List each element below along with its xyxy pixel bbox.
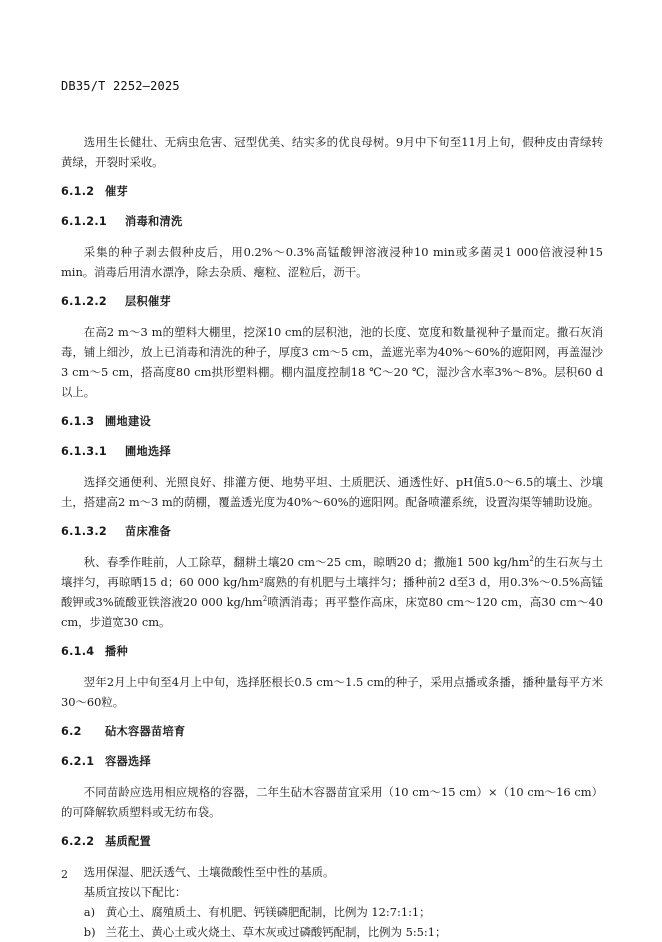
paragraph-6-2-2-ratio-lead: 基质宜按以下配比： — [83, 885, 187, 899]
paragraph-text: 的生石灰与土壤拌匀，再晾晒15 d；60 000 kg/hm²腐熟的有机肥与土壤拌匀；播种前2 d至3 d，用0.3%～0.5%高锰酸钾或3%硫酸亚铁溶液20 000 kg/hm — [61, 555, 603, 609]
heading-title: 基质配置 — [105, 835, 151, 848]
superscript: 2 — [529, 555, 534, 564]
list-item-text: 兰花土、黄心土或火烧土、草木灰或过磷酸钙配制，比例为 5:5:1； — [105, 925, 447, 939]
heading-title: 容器选择 — [105, 755, 151, 768]
heading-6-1-2 — [61, 182, 603, 202]
paragraph-text: 秋、春季作畦前，人工除草，翻耕土壤20 cm～25 cm，晾晒20 d；撒施1 500 kg/hm — [83, 555, 530, 569]
heading-number: 6.1.3.1 — [61, 445, 107, 458]
paragraph-6-1-3-1: 选择交通便利、光照良好、排灌方便、地势平坦、土质肥沃、通透性好、pH值5.0～6.5的壤土、沙壤土，搭建高2 m～3 m的荫棚，覆盖透光度为40%～60%的遮阳网。配备喷灌系统，设置沟渠等辅助设施。 — [61, 475, 603, 509]
heading-number: 6.1.3.2 — [61, 525, 107, 538]
heading-6-1-3 — [61, 412, 603, 432]
heading-title: 消毒和清洗 — [125, 215, 183, 228]
heading-title: 播种 — [105, 645, 128, 658]
paragraph-6-1-3-2 — [61, 552, 603, 632]
heading-6-2-1 — [61, 752, 603, 772]
heading-title: 苗床准备 — [125, 525, 171, 538]
page-number: 2 — [61, 868, 68, 881]
paragraph-6-2-1: 不同苗龄应选用相应规格的容器，二年生砧木容器苗宜采用（10 cm～15 cm）×（10 cm～16 cm）的可降解软质塑料或无纺布袋。 — [61, 785, 603, 819]
page-body — [61, 132, 603, 942]
heading-6-2 — [61, 722, 603, 742]
intro-paragraph: 选用生长健壮、无病虫危害、冠型优美、结实多的优良母树。9月中下旬至11月上旬，假种皮由青绿转黄绿，开裂时采收。 — [61, 135, 603, 169]
paragraph-6-1-2-2: 在高2 m～3 m的塑料大棚里，挖深10 cm的层积池，池的长度、宽度和数量视种子量而定。撒石灰消毒，铺上细沙，放上已消毒和清洗的种子，厚度3 cm～5 cm，盖遮光率为40%～60%的遮阳网，再盖湿沙3 cm～5 cm，搭高度80 cm拱形塑料棚。棚内温度控制18 ℃～20 ℃，湿沙含水率3%～8%。层积60 d以上。 — [61, 325, 603, 399]
heading-title: 砧木容器苗培育 — [105, 725, 186, 738]
heading-title: 催芽 — [105, 185, 128, 198]
heading-6-1-3-2 — [61, 522, 603, 542]
heading-6-1-4 — [61, 642, 603, 662]
heading-number: 6.1.2.1 — [61, 215, 107, 228]
heading-number: 6.2.1 — [61, 755, 95, 768]
paragraph-6-1-4: 翌年2月上中旬至4月上中旬，选择胚根长0.5 cm～1.5 cm的种子，采用点播或条播，播种量每平方米30～60粒。 — [61, 675, 603, 709]
heading-title: 圃地建设 — [105, 415, 151, 428]
document-id: DB35/T 2252—2025 — [61, 79, 180, 93]
heading-number: 6.1.3 — [61, 415, 95, 428]
heading-number: 6.1.4 — [61, 645, 95, 658]
list-item — [61, 902, 603, 922]
list-marker: b) — [83, 925, 96, 939]
heading-title: 层积催芽 — [125, 295, 171, 308]
heading-6-1-2-1 — [61, 212, 603, 232]
header-divider — [61, 100, 601, 101]
list-marker: a) — [83, 905, 96, 919]
superscript: 2 — [262, 595, 268, 604]
list-item — [61, 922, 603, 942]
heading-number: 6.1.2 — [61, 185, 95, 198]
heading-6-1-3-1 — [61, 442, 603, 462]
heading-number: 6.2.2 — [61, 835, 95, 848]
paragraph-6-1-2-1: 采集的种子剥去假种皮后，用0.2%～0.3%高锰酸钾溶液浸种10 min或多菌灵1 000倍液浸种15 min。消毒后用清水漂净，除去杂质、瘪粒、涩粒后，沥干。 — [61, 245, 603, 279]
list-item-text: 黄心土、腐殖质土、有机肥、钙镁磷肥配制，比例为 12:7:1:1； — [105, 905, 431, 919]
paragraph-6-2-2-intro: 选用保湿、肥沃透气、土壤微酸性至中性的基质。 — [83, 865, 335, 879]
paragraph-text: 喷洒消毒；再平整作高床，床宽80 cm～120 cm，高30 cm～40 cm，步道宽30 cm。 — [61, 595, 603, 629]
heading-title: 圃地选择 — [125, 445, 171, 458]
heading-number: 6.1.2.2 — [61, 295, 107, 308]
heading-6-2-2 — [61, 832, 603, 852]
heading-6-1-2-2 — [61, 292, 603, 312]
heading-number: 6.2 — [61, 725, 82, 738]
